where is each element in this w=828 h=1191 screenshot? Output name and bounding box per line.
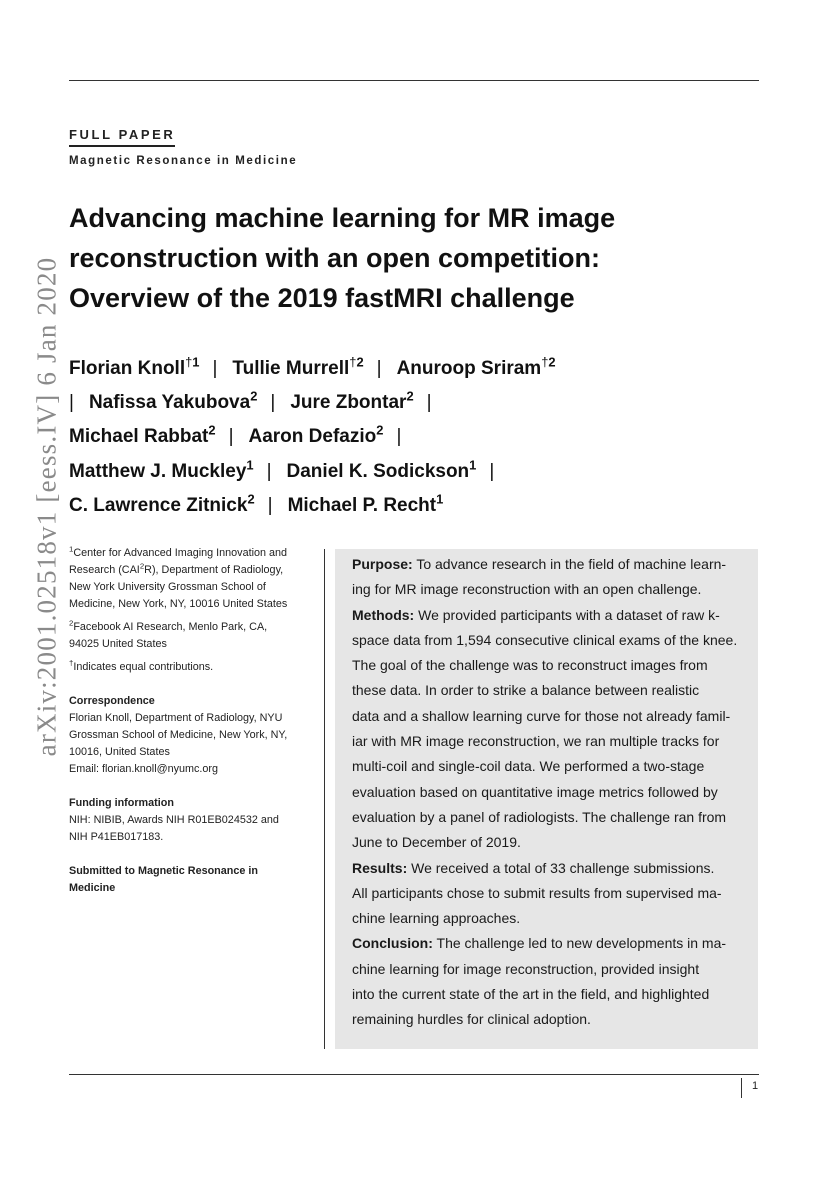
- abstract-line: multi-coil and single-coil data. We performed a two-stage: [352, 758, 705, 775]
- top-rule: [69, 80, 759, 81]
- abstract-line: evaluation based on quantitative image metrics followed by: [352, 783, 718, 800]
- abstract-line: into the current state of the art in the field, and highlighted: [352, 986, 710, 1003]
- arxiv-stamp: [22, 210, 72, 802]
- author-name: Nafissa Yakubova: [88, 392, 251, 414]
- abstract-label-methods: Methods:: [352, 606, 415, 623]
- author-line: [69, 489, 749, 523]
- funding-text: NIH: NIBIB, Awards NIH R01EB024532 and NIH P41EB017183.: [69, 814, 279, 843]
- author-separator: |: [267, 494, 273, 516]
- funding-heading: Funding information: [69, 797, 174, 809]
- author-separator: |: [489, 460, 495, 482]
- author-name: Matthew J. Muckley: [69, 460, 247, 482]
- abstract-line: evaluation by a panel of radiologists. The challenge ran from: [352, 808, 727, 825]
- abstract-label-results: Results:: [352, 859, 408, 876]
- title-line: Advancing machine learning for MR image: [69, 203, 616, 233]
- abstract-line: June to December of 2019.: [352, 834, 521, 851]
- abstract-line: Results: We received a total of 33 challenge submissions.: [352, 859, 715, 876]
- journal-name: Magnetic Resonance in Medicine: [69, 155, 298, 167]
- author-name: Daniel K. Sodickson: [286, 460, 470, 482]
- abstract-line: All participants chose to submit results from supervised ma-: [352, 884, 722, 901]
- author-separator: |: [212, 358, 218, 379]
- submission-note: Submitted to Magnetic Resonance in Medicine: [69, 865, 258, 894]
- author-name: Jure Zbontar: [290, 392, 407, 414]
- abstract-line: ing for MR image reconstruction with an open challenge.: [352, 581, 702, 598]
- author-list: [69, 352, 749, 523]
- author-separator: |: [266, 460, 272, 482]
- abstract-line: Methods: We provided participants with a dataset of raw k-: [352, 606, 720, 623]
- author-line: [69, 386, 749, 420]
- abstract-line: iar with MR image reconstruction, we ran multiple tracks for: [352, 733, 720, 750]
- author-separator: |: [69, 392, 74, 414]
- abstract-line: chine learning approaches.: [352, 910, 521, 927]
- author-affiliation-mark: †2: [349, 354, 364, 370]
- author-affiliation-mark: 2: [406, 388, 414, 404]
- author-name: Michael P. Recht: [287, 494, 437, 516]
- author-affiliation-mark: 1: [469, 456, 477, 472]
- author-separator: |: [426, 392, 432, 414]
- author-name: Florian Knoll: [69, 358, 186, 379]
- author-line: [69, 455, 749, 489]
- abstract-line: The goal of the challenge was to reconstruct images from: [352, 657, 708, 674]
- author-name: Michael Rabbat: [69, 426, 209, 448]
- affiliation-2: $^2$Facebook AI Research, Menlo Park, CA, 94025 United States: [69, 618, 268, 650]
- correspondence-text: Florian Knoll, Department of Radiology, NYU Grossman School of Medicine, New York, NY, 10016, United States: [69, 712, 288, 758]
- title-line: reconstruction with an open competition:: [69, 243, 601, 273]
- author-separator: |: [270, 392, 276, 414]
- abstract-label-conclusion: Conclusion:: [352, 935, 433, 952]
- arxiv-stamp-text: arXiv:2001.02518v1 [eess.IV] 6 Jan 2020: [31, 256, 62, 756]
- equal-contribution-note: †Indicates equal contributions.: [69, 658, 214, 673]
- author-affiliation-mark: 1: [246, 456, 254, 472]
- author-separator: |: [228, 426, 234, 448]
- abstract-box: [335, 549, 758, 1049]
- abstract-line: Purpose: To advance research in the field of machine learn-: [352, 556, 727, 572]
- footer-rule: [69, 1074, 759, 1075]
- abstract-line: space data from 1,594 consecutive clinical exams of the knee.: [352, 631, 738, 648]
- author-affiliation-mark: 2: [247, 491, 255, 507]
- front-matter-sidebar: [69, 545, 299, 897]
- abstract-label-purpose: Purpose:: [352, 556, 413, 572]
- abstract-divider: [324, 549, 325, 1049]
- author-name: C. Lawrence Zitnick: [69, 494, 248, 516]
- page-number: 1: [752, 1080, 759, 1092]
- affiliation-1: $^1$Center for Advanced Imaging Innovation and Research (CAI$^2$R), Department of Radiology, New York University Grossman School of Medicine, New York, NY, 10016 United States: [69, 544, 288, 610]
- correspondence-email: Email: florian.knoll@nyumc.org: [69, 763, 218, 775]
- abstract-line: chine learning for image reconstruction, provided insight: [352, 960, 700, 977]
- author-separator: |: [396, 426, 402, 448]
- author-affiliation-mark: 1: [436, 491, 444, 507]
- author-affiliation-mark: 2: [208, 422, 216, 438]
- title-line: Overview of the 2019 fastMRI challenge: [69, 283, 575, 313]
- author-name: Tullie Murrell: [232, 358, 350, 379]
- author-affiliation-mark: 2: [376, 422, 384, 438]
- abstract-line: Conclusion: The challenge led to new developments in ma-: [352, 935, 727, 952]
- author-affiliation-mark: †1: [185, 354, 200, 370]
- paper-title: [69, 198, 709, 318]
- footer-tick: [741, 1078, 742, 1098]
- author-line: [69, 352, 749, 386]
- paper-type-label: FULL PAPER: [69, 127, 175, 147]
- author-name: Anuroop Sriram: [396, 358, 542, 379]
- correspondence-heading: Correspondence: [69, 695, 155, 707]
- abstract-line: data and a shallow learning curve for those not already famil-: [352, 707, 731, 724]
- author-line: [69, 420, 749, 454]
- author-name: Aaron Defazio: [248, 426, 377, 448]
- author-affiliation-mark: 2: [250, 388, 258, 404]
- author-affiliation-mark: †2: [541, 354, 556, 370]
- abstract-line: remaining hurdles for clinical adoption.: [352, 1011, 591, 1028]
- author-separator: |: [376, 358, 382, 379]
- abstract-line: these data. In order to strike a balance between realistic: [352, 682, 700, 699]
